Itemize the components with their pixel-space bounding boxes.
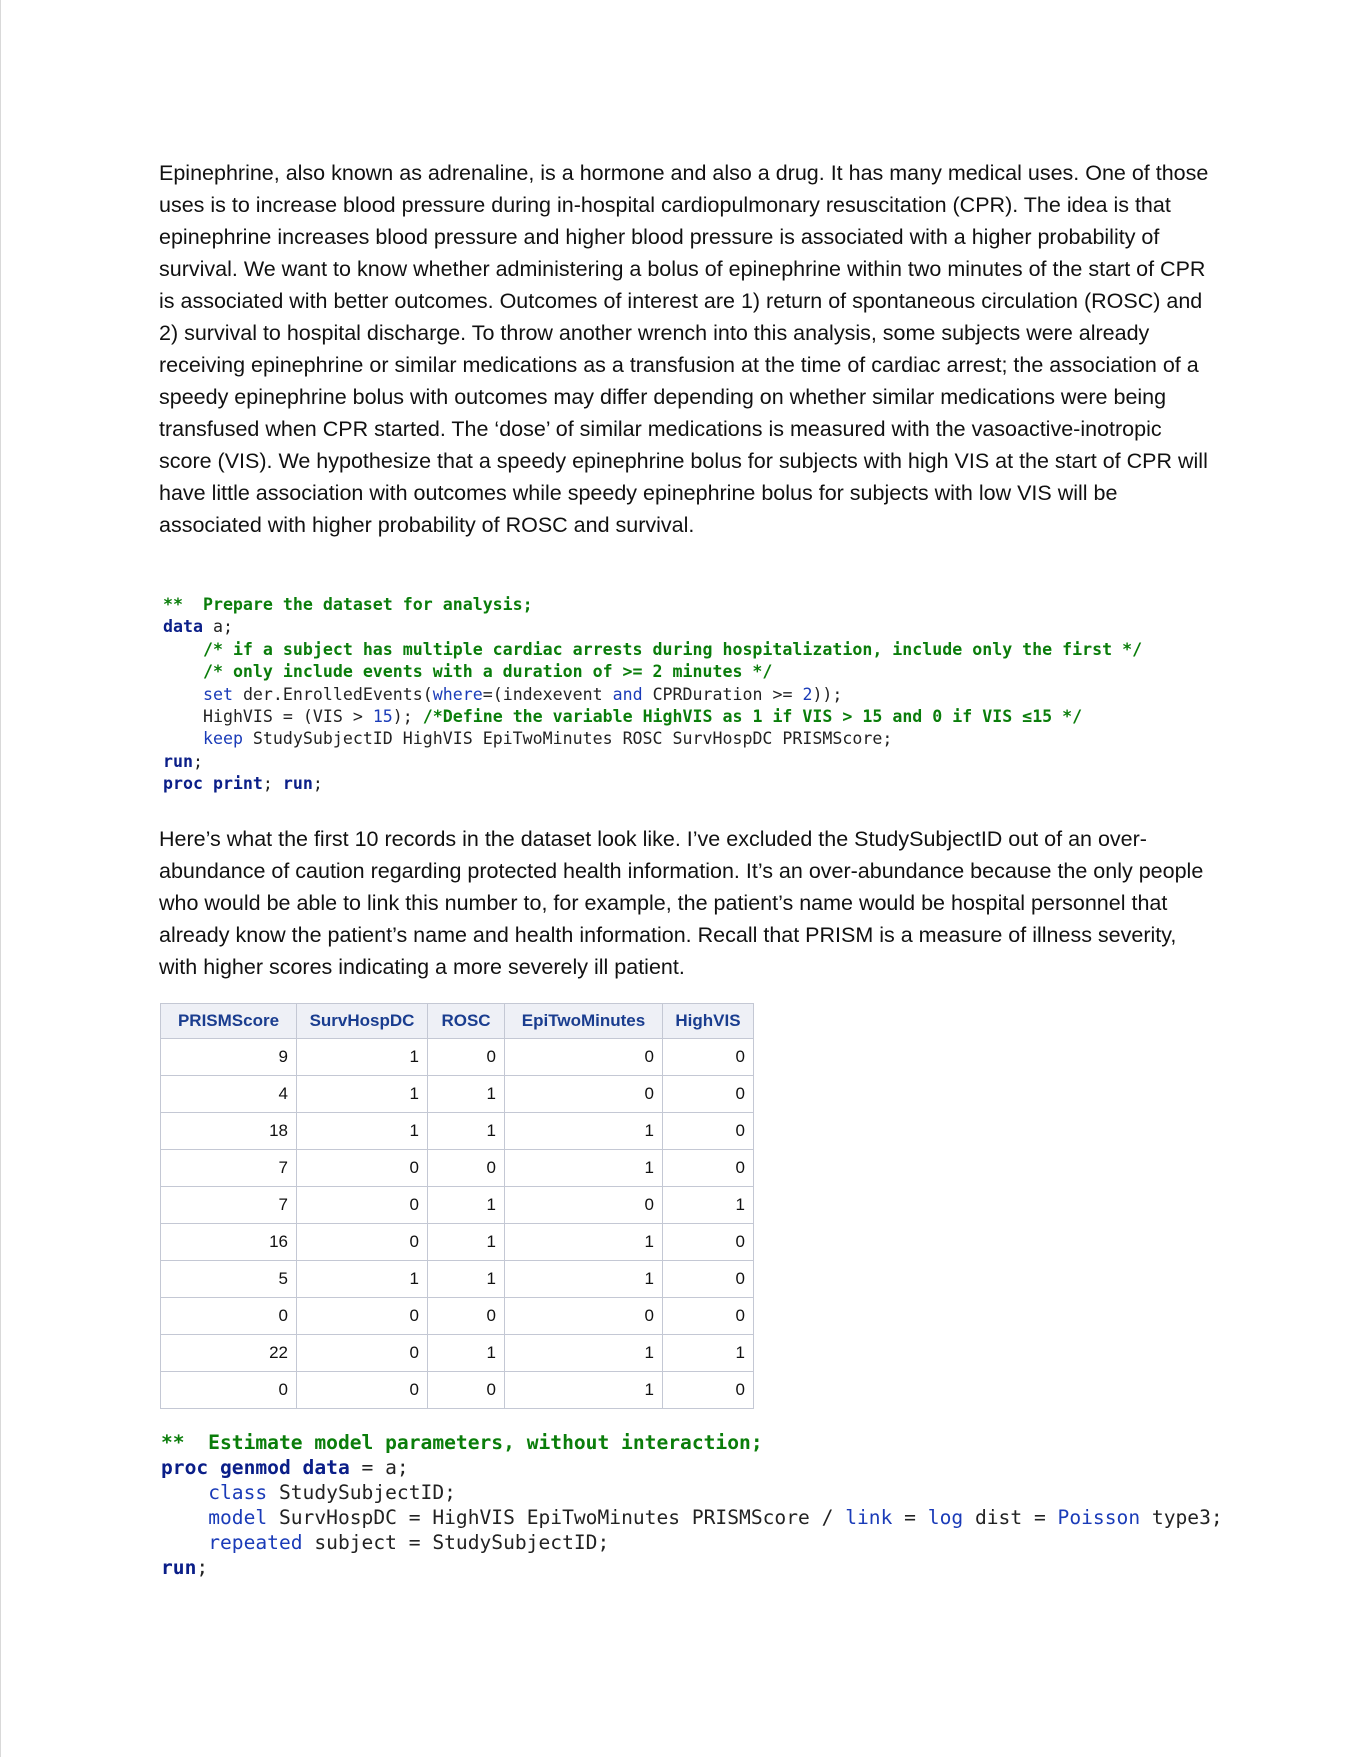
table-cell: 0 [505, 1076, 663, 1113]
output-table [160, 1003, 754, 1409]
table-cell: 0 [663, 1261, 754, 1298]
table-cell: 7 [161, 1187, 297, 1224]
table-cell: 0 [505, 1187, 663, 1224]
table-cell: 1 [428, 1335, 505, 1372]
code-comment: /*Define the variable HighVIS as 1 if VIS > 15 and 0 if VIS ≤15 */ [422, 707, 1083, 727]
table-row [161, 1261, 754, 1298]
table-row [161, 1224, 754, 1261]
code-keyword: model [208, 1506, 268, 1529]
table-row [161, 1076, 754, 1113]
code-text: der.EnrolledEvents( [232, 684, 433, 704]
code-keyword: proc print [163, 774, 263, 794]
table-cell: 0 [297, 1335, 428, 1372]
table-cell: 0 [663, 1039, 754, 1076]
table-cell: 1 [297, 1261, 428, 1298]
table-cell: 1 [505, 1372, 663, 1409]
table-cell: 1 [663, 1335, 754, 1372]
table-row [161, 1150, 754, 1187]
table-row [161, 1039, 754, 1076]
table-cell: 1 [428, 1224, 505, 1261]
table-cell: 7 [161, 1150, 297, 1187]
code-keyword: run [163, 751, 193, 771]
table-cell: 0 [161, 1372, 297, 1409]
table-cell: 0 [161, 1298, 297, 1335]
table-cell: 0 [505, 1039, 663, 1076]
table-row [161, 1187, 754, 1224]
table-cell: 0 [663, 1150, 754, 1187]
code-keyword: set [202, 684, 233, 704]
code-text: ; [196, 1556, 209, 1579]
table-cell: 16 [161, 1224, 297, 1261]
table-cell: 1 [505, 1150, 663, 1187]
table-body [161, 1039, 754, 1409]
table-cell: 0 [663, 1298, 754, 1335]
second-paragraph: Here’s what the first 10 records in the dataset look like. I’ve excluded the StudySubjectID out of an over-abundance of caution regarding protected health information. It’s an over-abundance because the only people who would be able to link this number to, for example, the patient’s name would be hospital personnel that already know the patient’s name and health information. Recall that PRISM is a measure of illness severity, with higher scores indicating a more severely ill patient. [159, 827, 1204, 979]
table-cell: 0 [297, 1187, 428, 1224]
code-keyword: data [163, 617, 203, 637]
table-header-row [161, 1004, 754, 1039]
code-text: ; [192, 751, 203, 771]
code-keyword: log [927, 1506, 964, 1529]
code-text: a; [202, 617, 233, 637]
table-cell: 1 [428, 1113, 505, 1150]
code-comment: ** Prepare the dataset for analysis; [163, 595, 533, 614]
table-cell: 1 [505, 1335, 663, 1372]
table-cell: 1 [428, 1261, 505, 1298]
code-keyword: and [612, 684, 643, 704]
table-cell: 0 [663, 1372, 754, 1409]
code-text: type3; [1140, 1506, 1223, 1529]
table-cell: 1 [505, 1261, 663, 1298]
code-text: SurvHospDC = HighVIS EpiTwoMinutes PRISMScore / [267, 1506, 846, 1529]
code-keyword: link [845, 1506, 893, 1529]
code-text: subject = StudySubjectID; [302, 1531, 610, 1554]
code-block-genmod [161, 1430, 1223, 1580]
table-cell: 1 [297, 1039, 428, 1076]
table-cell: 0 [297, 1372, 428, 1409]
table-cell: 0 [505, 1298, 663, 1335]
table-cell: 1 [663, 1187, 754, 1224]
code-text: StudySubjectID; [267, 1481, 456, 1504]
table-cell: 0 [663, 1113, 754, 1150]
table-cell: 4 [161, 1076, 297, 1113]
column-header: PRISMScore [161, 1004, 297, 1039]
table-cell: 1 [428, 1187, 505, 1224]
code-text: = a; [349, 1456, 409, 1479]
table-row [161, 1372, 754, 1409]
table-cell: 1 [297, 1076, 428, 1113]
table-cell: 0 [297, 1224, 428, 1261]
column-header: HighVIS [663, 1004, 754, 1039]
table-cell: 1 [297, 1113, 428, 1150]
table-cell: 0 [297, 1298, 428, 1335]
code-number: 2 [802, 684, 813, 704]
code-text: HighVIS = (VIS > [202, 707, 373, 727]
code-number: 15 [372, 707, 393, 727]
code-keyword: Poisson [1057, 1506, 1141, 1529]
column-header: SurvHospDC [297, 1004, 428, 1039]
table-cell: 1 [505, 1113, 663, 1150]
table-cell: 0 [663, 1224, 754, 1261]
code-keyword: repeated [208, 1531, 303, 1554]
table-cell: 1 [505, 1224, 663, 1261]
code-keyword: run [161, 1556, 197, 1579]
table-cell: 9 [161, 1039, 297, 1076]
table-cell: 0 [428, 1150, 505, 1187]
code-comment: ** Estimate model parameters, without interaction; [161, 1431, 763, 1454]
code-text: ; [262, 774, 273, 794]
table-cell: 18 [161, 1113, 297, 1150]
code-keyword: proc genmod data [161, 1456, 350, 1479]
code-text: CPRDuration >= [642, 684, 803, 704]
table-cell: 22 [161, 1335, 297, 1372]
column-header: EpiTwoMinutes [505, 1004, 663, 1039]
code-text: =(indexevent [482, 684, 613, 704]
code-keyword: run [282, 774, 313, 794]
code-keyword: class [208, 1481, 268, 1504]
intro-paragraph: Epinephrine, also known as adrenaline, is a hormone and also a drug. It has many medical uses. One of those uses is to increase blood pressure during in-hospital cardiopulmonary resuscitation (CPR). The idea is that epinephrine increases blood pressure and higher blood pressure is associated with a higher probability of survival. We want to know whether administering a bolus of epinephrine within two minutes of the start of CPR is associated with better outcomes. Outcomes of interest are 1) return of spontaneous circulation (ROSC) and 2) survival to hospital discharge. To throw another wrench into this analysis, some subjects were already receiving epinephrine or similar medications as a transfusion at the time of cardiac arrest; the association of a speedy epinephrine bolus with outcomes may differ depending on whether similar medications were being transfused when CPR started. The ‘dose’ of similar medications is measured with the vasoactive-inotropic score (VIS). We hypothesize that a speedy epinephrine bolus for subjects with high VIS at the start of CPR will have little association with outcomes while speedy epinephrine bolus for subjects with low VIS will be associated with higher probability of ROSC and survival. [159, 161, 1209, 537]
code-comment: /* if a subject has multiple cardiac arrests during hospitalization, include only the first */ [202, 639, 1143, 659]
code-text: dist = [963, 1506, 1058, 1529]
code-comment: /* only include events with a duration of >= 2 minutes */ [202, 662, 773, 682]
code-keyword: keep [202, 729, 243, 749]
table-cell: 5 [161, 1261, 297, 1298]
table-cell: 1 [428, 1076, 505, 1113]
table-row [161, 1113, 754, 1150]
table-cell: 0 [428, 1039, 505, 1076]
table-row [161, 1335, 754, 1372]
table-cell: 0 [297, 1150, 428, 1187]
table-cell: 0 [428, 1298, 505, 1335]
column-header: ROSC [428, 1004, 505, 1039]
code-text: StudySubjectID HighVIS EpiTwoMinutes ROSC SurvHospDC PRISMScore; [242, 729, 893, 749]
code-text: )); [812, 684, 843, 704]
code-text: ; [312, 774, 323, 794]
code-text: = [892, 1506, 928, 1529]
code-keyword: where [432, 684, 483, 704]
table-cell: 0 [428, 1372, 505, 1409]
code-text: ); [392, 707, 423, 727]
code-block-prepare [163, 594, 1142, 796]
table-row [161, 1298, 754, 1335]
table-cell: 0 [663, 1076, 754, 1113]
